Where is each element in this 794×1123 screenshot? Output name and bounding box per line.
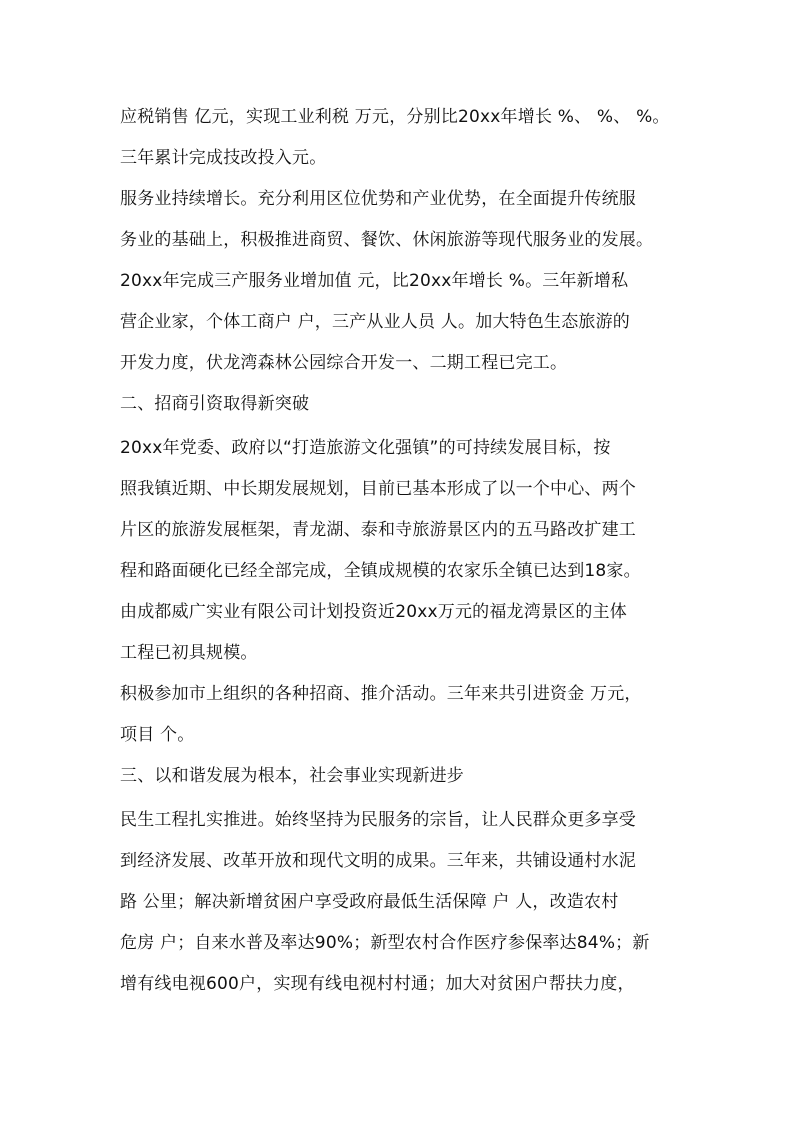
text-line: 照我镇近期、中长期发展规划，目前已基本形成了以一个中心、两个 xyxy=(120,479,636,499)
section-heading: 二、招商引资取得新突破 xyxy=(120,394,310,414)
text-line: 应税销售 亿元，实现工业利税 万元，分别比20xx年增长 %、 %、 %。 xyxy=(120,107,670,127)
text-line: 三年累计完成技改投入元。 xyxy=(120,148,327,168)
text-line: 危房 户；自来水普及率达90%；新型农村合作医疗参保率达84%；新 xyxy=(120,933,650,953)
text-line: 20xx年完成三产服务业增加值 元，比20xx年增长 %。三年新增私 xyxy=(120,271,629,291)
text-line: 程和路面硬化已经全部完成，全镇成规模的农家乐全镇已达到18家。 xyxy=(120,561,641,581)
section-heading: 三、以和谐发展为根本，社会事业实现新进步 xyxy=(120,766,464,786)
text-line: 片区的旅游发展框架，青龙湖、泰和寺旅游景区内的五马路改扩建工 xyxy=(120,520,636,540)
text-line: 营企业家，个体工商户 户，三产从业人员 人。加大特色生态旅游的 xyxy=(120,312,631,332)
text-line: 开发力度，伏龙湾森林公园综合开发一、二期工程已完工。 xyxy=(120,353,568,373)
text-line: 民生工程扎实推进。始终坚持为民服务的宗旨，让人民群众更多享受 xyxy=(120,810,636,830)
text-line: 20xx年党委、政府以“打造旅游文化强镇”的可持续发展目标，按 xyxy=(120,438,611,458)
text-line: 务业的基础上，积极推进商贸、餐饮、休闲旅游等现代服务业的发展。 xyxy=(120,230,654,250)
text-line: 积极参加市上组织的各种招商、推介活动。三年来共引进资金 万元， xyxy=(120,684,642,704)
text-line: 到经济发展、改革开放和现代文明的成果。三年来，共铺设通村水泥 xyxy=(120,851,636,871)
text-line: 由成都威广实业有限公司计划投资近20xx万元的福龙湾景区的主体 xyxy=(120,602,627,622)
text-line: 路 公里；解决新增贫困户享受政府最低生活保障 户 人，改造农村 xyxy=(120,892,619,912)
text-line: 项目 个。 xyxy=(120,725,195,745)
text-line: 工程已初具规模。 xyxy=(120,643,258,663)
text-line: 服务业持续增长。充分利用区位优势和产业优势，在全面提升传统服 xyxy=(120,189,636,209)
text-line: 增有线电视600户，实现有线电视村村通；加大对贫困户帮扶力度， xyxy=(120,974,635,994)
